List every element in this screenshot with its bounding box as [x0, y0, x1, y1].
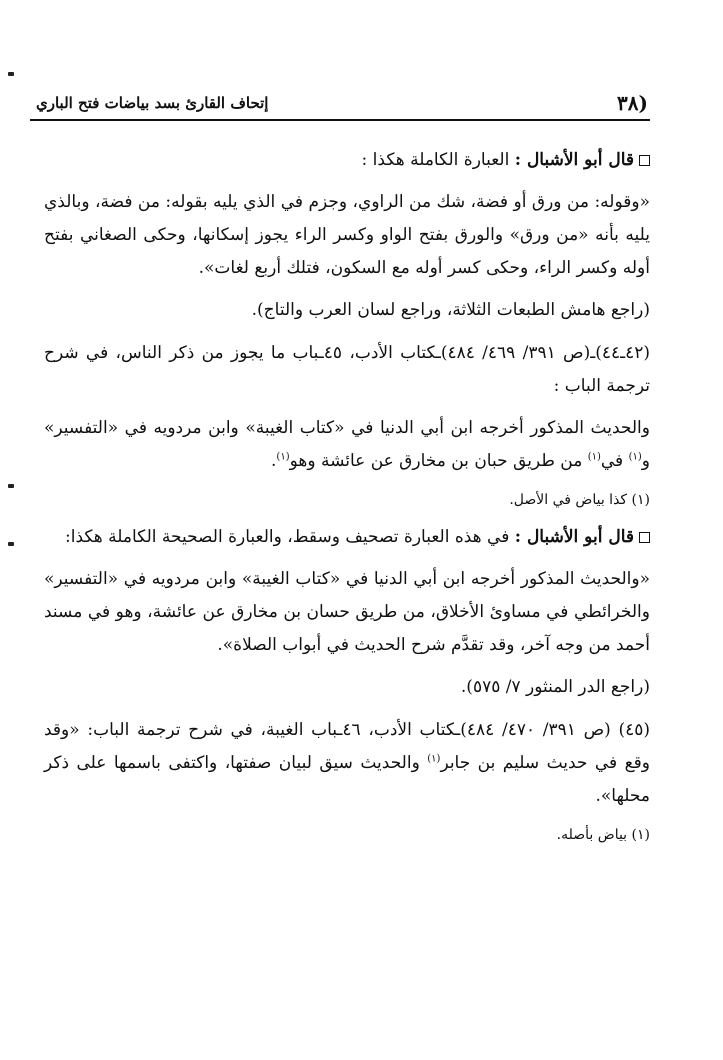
scan-mark	[8, 484, 14, 488]
running-header	[36, 90, 648, 116]
footnote-ref: (١)	[427, 753, 441, 765]
paragraph-text: (٤٥) (ص ٣٩١/ ٤٧٠/ ٤٨٤)ـكتاب الأدب، ٤٦ـباب الغيبة، في شرح ترجمة الباب: «وقد وقع في حديث سليم بن جابر	[44, 720, 651, 773]
square-bullet-icon	[639, 532, 650, 543]
footnote: (١) بياض بأصله.	[556, 827, 650, 843]
paragraph-text: والحديث سيق لبيان صفتها، واكتفى باسمها على ذكر محلها».	[44, 753, 650, 806]
paragraph-text: والحديث المذكور أخرجه ابن أبي الدنيا في «كتاب الغيبة» وابن مردويه في «التفسير» و	[44, 418, 650, 471]
paragraph-text: من طريق حبان بن مخارق عن عائشة وهو	[289, 451, 588, 471]
footnote-ref: (١)	[587, 451, 601, 463]
scan-mark	[8, 542, 14, 546]
paragraph-text: .	[271, 451, 277, 471]
scan-mark	[8, 72, 14, 76]
quotation: «والحديث المذكور أخرجه ابن أبي الدنيا في «كتاب الغيبة» وابن مردويه في «التفسير» والخرائطي في مساوئ الأخلاق، من طريق حسان بن مخارق عن عائشة، وهو في مسند أحمد من وجه آخر، وقد تقدَّم شرح الحديث في أبواب الصلاة».	[44, 569, 650, 655]
quotation: «وقوله: من ورق أو فضة، شك من الراوي، وجزم في الذي يليه بقوله: من فضة، وبالذي يليه بأنه «من ورق» والورق بفتح الواو وكسر الراء يجوز إسكانها، وحكى الصغاني بفتح أوله وكسر الراء، وحكى كسر أوله مع السكون، فتلك أربع لغات».	[44, 192, 650, 278]
paragraph	[44, 521, 650, 554]
commentator-label: قال أبو الأشبال :	[514, 527, 634, 547]
chapter-citation: (٤٢ـ٤٤)ـ(ص ٣٩١/ ٤٦٩/ ٤٨٤)ـكتاب الأدب، ٤٥ـباب ما يجوز من ذكر الناس، في شرح ترجمة الباب :	[44, 343, 650, 396]
footnote-ref: (١)	[276, 451, 290, 463]
reference-note: (راجع هامش الطبعات الثلاثة، وراجع لسان العرب والتاج).	[251, 300, 650, 320]
paragraph-text: في	[600, 451, 629, 471]
book-title: إتحاف القارئ بسد بياضات فتح الباري	[36, 94, 269, 112]
footnote: (١) كذا بياض في الأصل.	[509, 492, 650, 508]
paragraph-text: العبارة الكاملة هكذا :	[361, 150, 515, 170]
paragraph	[44, 144, 650, 177]
page-body	[44, 144, 650, 856]
page-number: (٣٨	[617, 91, 648, 115]
paragraph-text: في هذه العبارة تصحيف وسقط، والعبارة الصحيحة الكاملة هكذا:	[65, 527, 515, 547]
footnote-ref: (١)	[628, 451, 642, 463]
commentator-label: قال أبو الأشبال :	[514, 150, 634, 170]
paragraph	[44, 412, 650, 478]
square-bullet-icon	[639, 155, 650, 166]
reference-note: (راجع الدر المنثور ٧/ ٥٧٥).	[460, 677, 650, 697]
chapter-citation	[44, 714, 650, 813]
header-rule	[30, 119, 650, 121]
